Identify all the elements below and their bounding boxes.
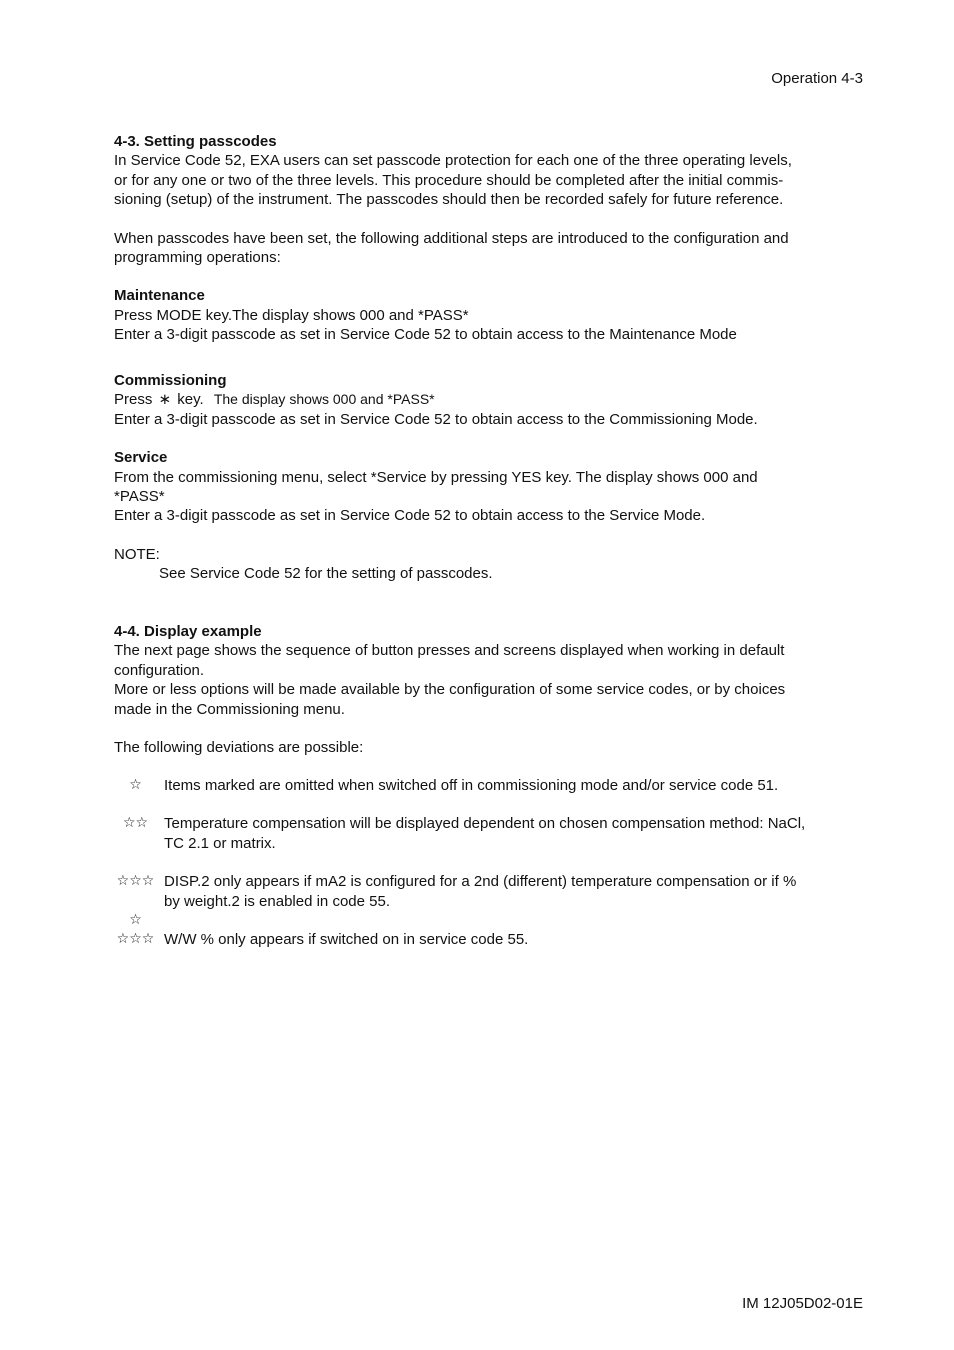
commissioning-block	[114, 371, 854, 584]
list-item-text: Temperature compensation will be displayed dependent on chosen compensation method: NaCl,	[164, 815, 806, 833]
service-line: *PASS*	[114, 488, 165, 506]
maintenance-line: Press MODE key.The display shows 000 and *PASS*	[114, 306, 469, 324]
display-text: The display shows 000 and *PASS*	[213, 391, 435, 408]
note-text: See Service Code 52 for the setting of passcodes.	[159, 565, 493, 583]
triple-star-icon: ☆☆☆	[116, 931, 155, 948]
star-icon: ☆	[129, 912, 142, 929]
double-star-icon: ☆☆	[122, 815, 149, 832]
service-line: Enter a 3-digit passcode as set in Service Code 52 to obtain access to the Service Mode.	[114, 507, 706, 525]
list-item-text: TC 2.1 or matrix.	[164, 834, 276, 852]
section-heading: 4-4. Display example	[114, 623, 262, 640]
list-item-text: Items marked are omitted when switched off in commissioning mode and/or service code 51.	[164, 777, 779, 794]
section-heading: 4-3. Setting passcodes	[114, 133, 277, 150]
list-item-text: by weight.2 is enabled in code 55.	[164, 892, 390, 910]
list-item	[107, 814, 867, 853]
triple-star-icon: ☆☆☆	[116, 873, 155, 890]
commissioning-enter-line: Enter a 3-digit passcode as set in Service Code 52 to obtain access to the Commissioning Mode.	[114, 410, 758, 428]
press-text: Press	[114, 391, 153, 409]
list-item-text: W/W % only appears if switched on in service code 55.	[164, 931, 529, 949]
service-line: From the commissioning menu, select *Service by pressing YES key. The display shows 000 and	[114, 468, 758, 486]
commissioning-press-line	[114, 390, 854, 409]
service-heading: Service	[114, 449, 168, 467]
list-item	[107, 911, 867, 930]
steps-line: programming operations:	[114, 249, 281, 267]
list-item	[107, 776, 867, 795]
commissioning-heading: Commissioning	[114, 372, 227, 389]
star-icon: ☆	[129, 777, 142, 793]
intro-line: In Service Code 52, EXA users can set passcode protection for each one of the three operating levels,	[114, 152, 792, 170]
deviation-list	[107, 776, 867, 950]
document-id: IM 12J05D02-01E	[742, 1295, 863, 1312]
paragraph-line: made in the Commissioning menu.	[114, 700, 345, 718]
paragraph-line: More or less options will be made available by the configuration of some service codes, or by choices	[114, 681, 786, 699]
intro-line: or for any one or two of the three levels. This procedure should be completed after the initial commis-	[114, 171, 784, 189]
intro-line: sioning (setup) of the instrument. The passcodes should then be recorded safely for future reference.	[114, 191, 784, 209]
star-key-icon: ∗	[158, 390, 172, 409]
maintenance-line: Enter a 3-digit passcode as set in Service Code 52 to obtain access to the Maintenance Mode	[114, 326, 737, 344]
list-item-text: DISP.2 only appears if mA2 is configured for a 2nd (different) temperature compensation or if %	[164, 873, 797, 891]
paragraph-line: The next page shows the sequence of button presses and screens displayed when working in default	[114, 642, 785, 660]
deviations-intro: The following deviations are possible:	[114, 739, 364, 757]
paragraph-line: configuration.	[114, 661, 205, 679]
list-item	[107, 930, 867, 949]
section-display-example	[114, 622, 854, 757]
note-label: NOTE:	[114, 545, 160, 563]
key-text: key.	[177, 391, 204, 409]
page-header-label: Operation 4-3	[771, 70, 863, 87]
maintenance-heading: Maintenance	[114, 287, 205, 305]
list-item	[107, 872, 867, 911]
section-setting-passcodes	[114, 132, 854, 345]
steps-line: When passcodes have been set, the following additional steps are introduced to the configuration and	[114, 229, 789, 247]
